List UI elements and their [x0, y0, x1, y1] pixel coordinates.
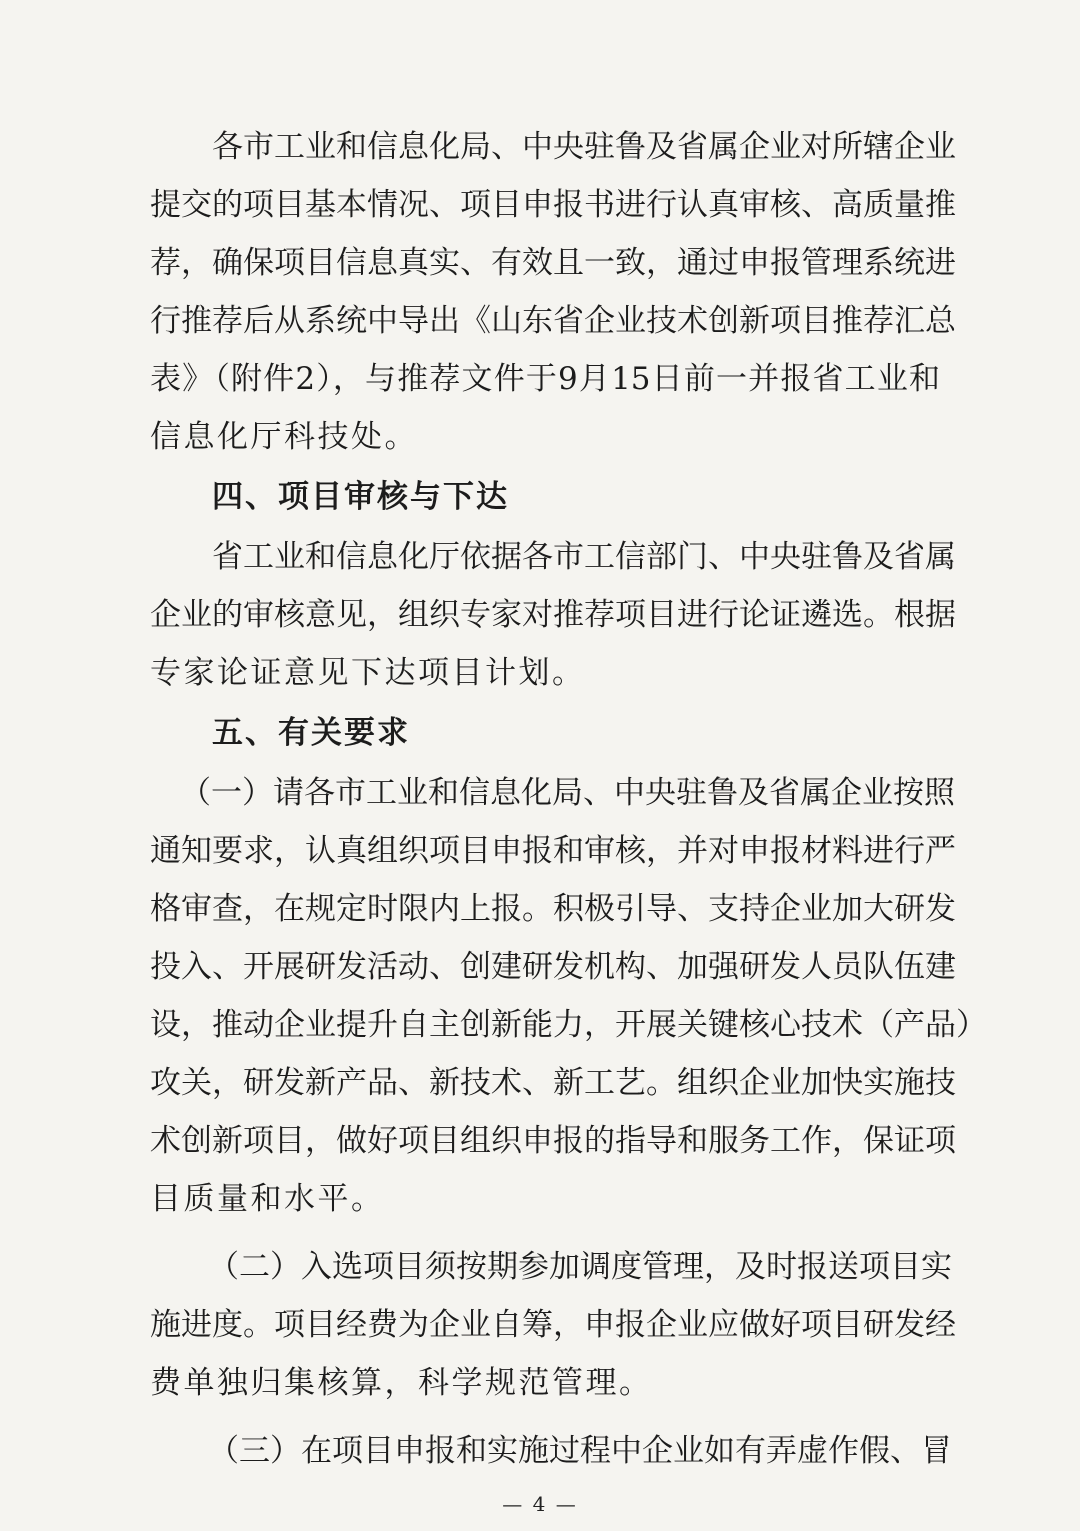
text-line: 格审查，在规定时限内上报。积极引导、支持企业加大研发 — [150, 891, 956, 927]
text-line: 设，推动企业提升自主创新能力，开展关键核心技术（产品） — [150, 1007, 987, 1043]
requirement-item-2 — [150, 1238, 956, 1412]
section-heading-5: 五、有关要求 — [212, 715, 410, 751]
text-line: 表》（附件2），与推荐文件于9月15日前一并报省工业和 — [150, 361, 940, 397]
paragraph-1 — [150, 118, 956, 466]
document-body — [150, 118, 987, 1480]
text-line: 信息化厅科技处。 — [150, 419, 418, 455]
text-line: 各市工业和信息化局、中央驻鲁及省属企业对所辖企业 — [212, 129, 956, 165]
text-line: 施进度。项目经费为企业自筹，申报企业应做好项目研发经 — [150, 1307, 956, 1343]
text-line: 术创新项目，做好项目组织申报的指导和服务工作，保证项 — [150, 1123, 956, 1159]
text-line: 行推荐后从系统中导出《山东省企业技术创新项目推荐汇总 — [150, 303, 956, 339]
text-line: 目质量和水平。 — [150, 1181, 385, 1217]
section-4-body — [150, 528, 956, 702]
text-line: （三）在项目申报和实施过程中企业如有弄虚作假、冒 — [208, 1433, 952, 1469]
section-heading-4: 四、项目审核与下达 — [212, 479, 509, 515]
text-line: 提交的项目基本情况、项目申报书进行认真审核、高质量推 — [150, 187, 956, 223]
text-line: 通知要求，认真组织项目申报和审核，并对申报材料进行严 — [150, 833, 956, 869]
text-line: （一）请各市工业和信息化局、中央驻鲁及省属企业按照 — [180, 775, 955, 811]
text-line: 省工业和信息化厅依据各市工信部门、中央驻鲁及省属 — [212, 539, 956, 575]
text-line: 攻关，研发新产品、新技术、新工艺。组织企业加快实施技 — [150, 1065, 956, 1101]
text-line: 专家论证意见下达项目计划。 — [150, 655, 586, 691]
requirement-item-1 — [150, 764, 987, 1228]
text-line: 费单独归集核算，科学规范管理。 — [150, 1365, 653, 1401]
text-line: 企业的审核意见，组织专家对推荐项目进行论证遴选。根据 — [150, 597, 956, 633]
text-line: 荐，确保项目信息真实、有效且一致，通过申报管理系统进 — [150, 245, 956, 281]
requirement-item-3 — [150, 1422, 952, 1480]
page-number: — 4 — — [502, 1492, 578, 1516]
text-line: 投入、开展研发活动、创建研发机构、加强研发人员队伍建 — [150, 949, 956, 985]
text-line: （二）入选项目须按期参加调度管理，及时报送项目实 — [208, 1249, 952, 1285]
